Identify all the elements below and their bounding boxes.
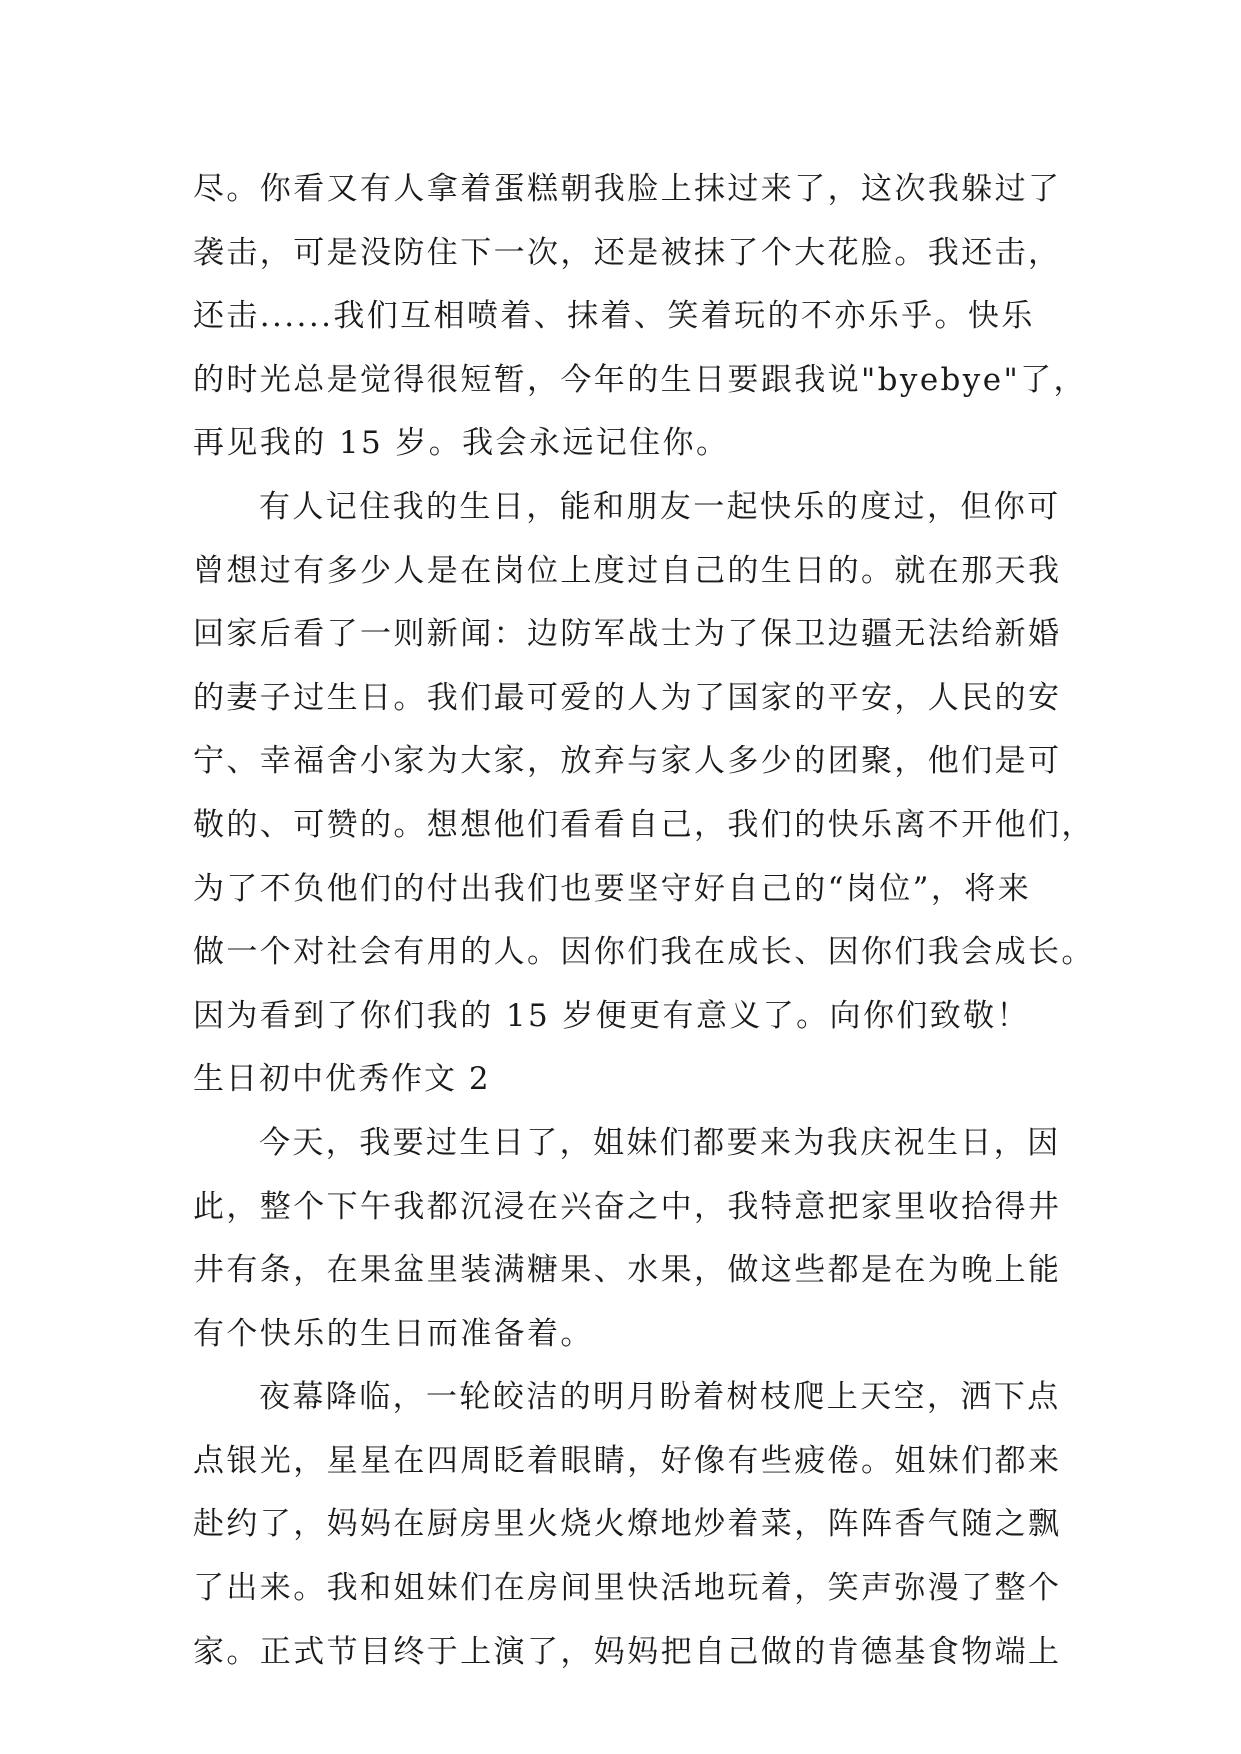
text-line: 的时光总是觉得很短暂，今年的生日要跟我说"byebye"了， (193, 361, 1087, 398)
text-line: 再见我的 15 岁。我会永远记住你。 (193, 425, 730, 462)
text-line: 点银光，星星在四周眨着眼睛，好像有些疲倦。姐妹们都来 (193, 1442, 1062, 1479)
text-line: 为了不负他们的付出我们也要坚守好自己的“岗位”，将来 (193, 870, 1032, 907)
text-line: 因为看到了你们我的 15 岁便更有意义了。向你们致敬！ (193, 997, 1030, 1034)
text-line: 袭击，可是没防住下一次，还是被抹了个大花脸。我还击， (193, 234, 1062, 271)
essay-heading: 生日初中优秀作文 2 (193, 1061, 491, 1098)
paragraph-first-line: 今天，我要过生日了，姐妹们都要来为我庆祝生日，因 (259, 1124, 1061, 1161)
text-line: 回家后看了一则新闻：边防军战士为了保卫边疆无法给新婚 (193, 616, 1062, 653)
paragraph-first-line: 夜幕降临，一轮皎洁的明月盼着树枝爬上天空，洒下点 (259, 1379, 1061, 1416)
text-line: 家。正式节目终于上演了，妈妈把自己做的肯德基食物端上 (193, 1633, 1062, 1670)
essay-body (193, 158, 1095, 1684)
text-line: 的妻子过生日。我们最可爱的人为了国家的平安，人民的安 (193, 679, 1062, 716)
text-line: 曾想过有多少人是在岗位上度过自己的生日的。就在那天我 (193, 552, 1062, 589)
text-line: 此，整个下午我都沉浸在兴奋之中，我特意把家里收拾得井 (193, 1188, 1062, 1225)
text-line: 做一个对社会有用的人。因你们我在成长、因你们我会成长。 (193, 934, 1095, 971)
text-line: 敬的、可赞的。想想他们看看自己，我们的快乐离不开他们， (193, 806, 1095, 843)
text-line: 还击......我们互相喷着、抹着、笑着玩的不亦乐乎。快乐 (193, 298, 1035, 335)
text-line: 井有条，在果盆里装满糖果、水果，做这些都是在为晚上能 (193, 1252, 1062, 1289)
text-line: 赴约了，妈妈在厨房里火烧火燎地炒着菜，阵阵香气随之飘 (193, 1506, 1062, 1543)
text-line: 尽。你看又有人拿着蛋糕朝我脸上抹过来了，这次我躲过了 (193, 171, 1062, 207)
text-line: 有个快乐的生日而准备着。 (193, 1315, 594, 1352)
text-line: 了出来。我和姐妹们在房间里快活地玩着，笑声弥漫了整个 (193, 1570, 1062, 1607)
paragraph-first-line: 有人记住我的生日，能和朋友一起快乐的度过，但你可 (259, 488, 1061, 525)
text-line: 宁、幸福舍小家为大家，放弃与家人多少的团聚，他们是可 (193, 743, 1062, 780)
